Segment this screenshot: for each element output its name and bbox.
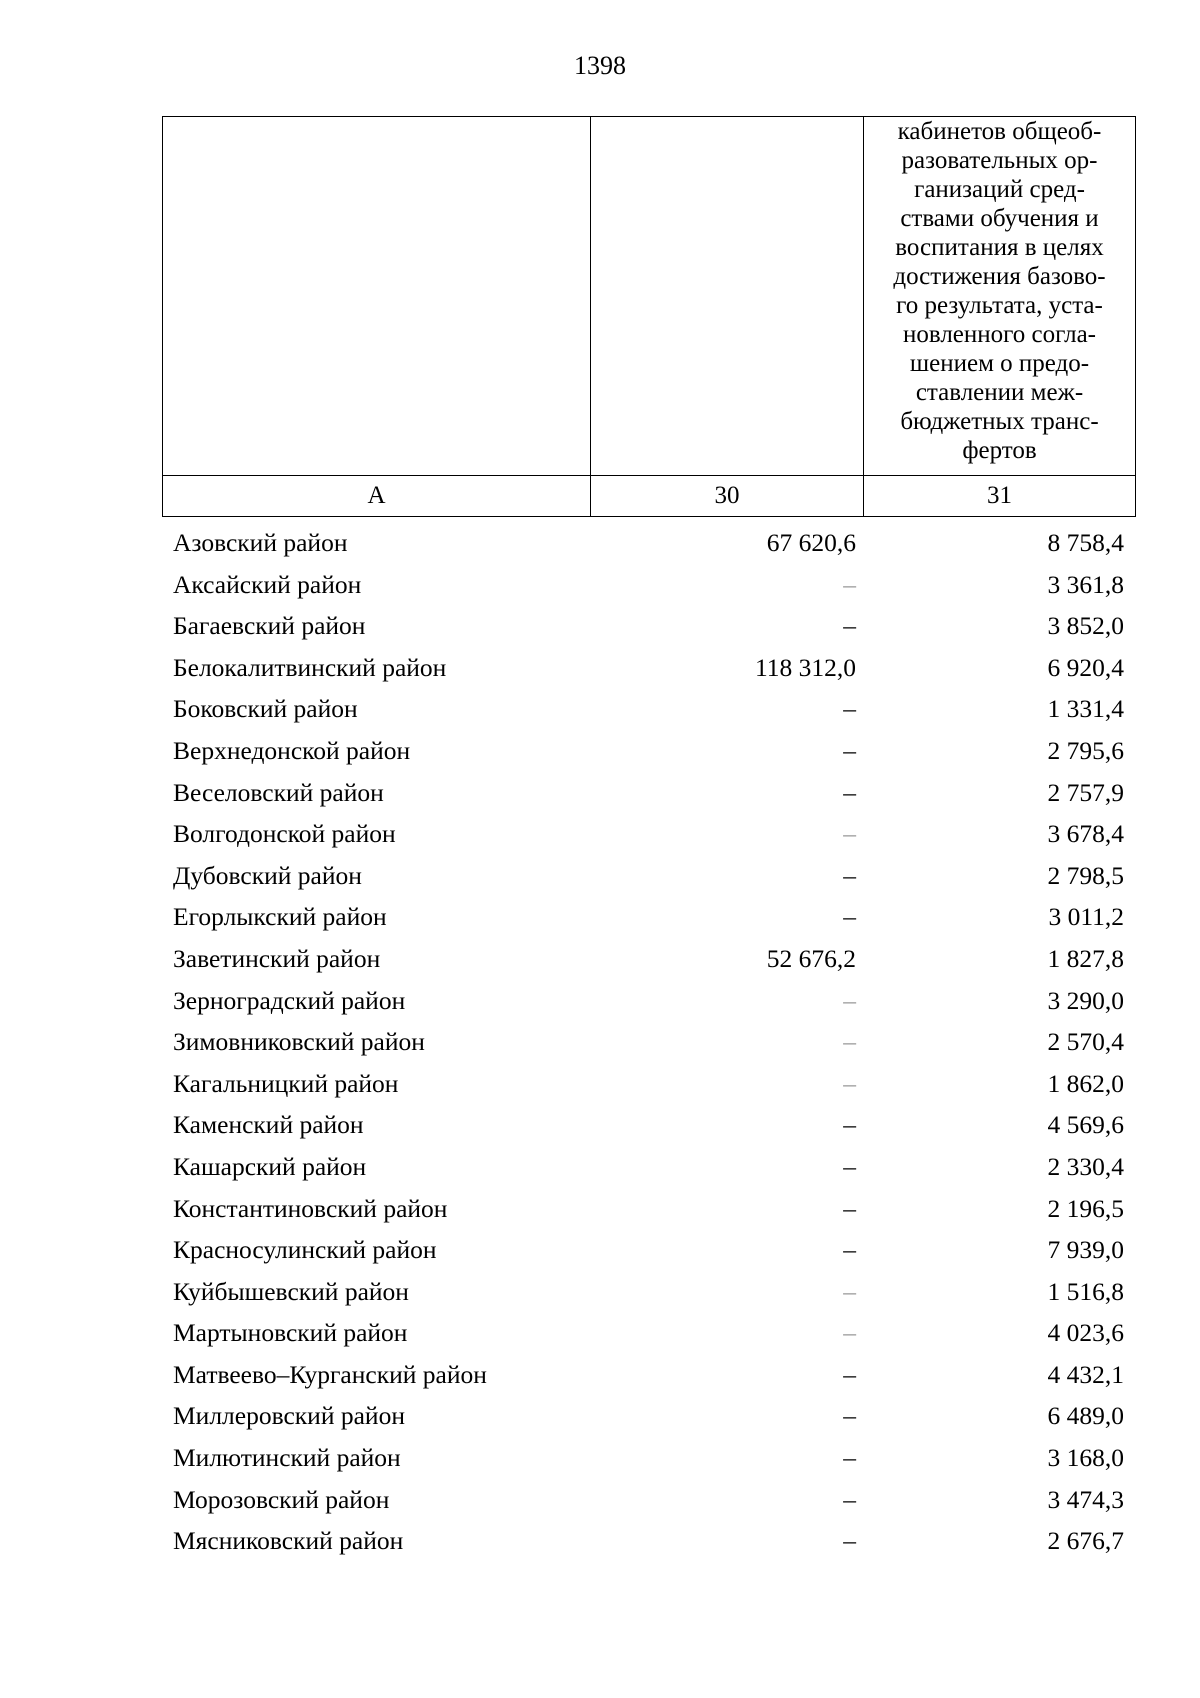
column-31-heading-line: шением о предо-	[909, 350, 1090, 377]
value-col-31: 4 023,6	[1047, 1318, 1124, 1348]
column-31-heading-line: го результата, уста-	[896, 292, 1103, 319]
table-row	[162, 647, 1132, 689]
value-col-30: –	[843, 860, 856, 890]
value-col-30: –	[843, 1110, 856, 1140]
district-name: Аксайский район	[173, 569, 362, 599]
column-31-heading-line: разовательных ор-	[901, 147, 1098, 174]
table-row	[162, 1104, 1132, 1146]
table-row	[162, 1354, 1132, 1396]
value-col-31: 3 011,2	[1048, 902, 1124, 932]
district-name: Верхнедонской район	[173, 735, 411, 765]
column-31-heading-line: ганизаций сред-	[914, 176, 1085, 203]
table-header	[162, 116, 1136, 517]
header-cell-col31	[864, 117, 1136, 476]
value-col-30: –	[843, 1027, 856, 1057]
value-col-30: –	[843, 1401, 856, 1431]
column-31-heading-line: фертов	[962, 437, 1037, 464]
value-col-30: –	[843, 1068, 856, 1098]
value-col-31: 3 290,0	[1047, 985, 1124, 1015]
value-col-30: –	[843, 1276, 856, 1306]
district-name: Кагальницкий район	[173, 1068, 399, 1098]
district-name: Красносулинский район	[173, 1235, 437, 1265]
table-row	[162, 1188, 1132, 1230]
table-header-row	[163, 117, 1136, 476]
table-row	[162, 813, 1132, 855]
table-row	[162, 896, 1132, 938]
table-row	[162, 1229, 1132, 1271]
column-number-31: 31	[864, 476, 1136, 517]
table-row	[162, 1063, 1132, 1105]
district-name: Миллеровский район	[173, 1401, 405, 1431]
page-number: 1398	[574, 51, 626, 80]
district-name: Матвеево–Курганский район	[173, 1359, 487, 1389]
table-row	[162, 1146, 1132, 1188]
column-31-heading-line: ствами обучения и	[900, 205, 1099, 232]
value-col-31: 4 432,1	[1047, 1359, 1124, 1389]
district-name: Белокалитвинский район	[173, 652, 447, 682]
column-31-heading-line: достижения базово-	[893, 263, 1106, 290]
table-row	[162, 564, 1132, 606]
district-name: Зерноградский район	[173, 985, 406, 1015]
value-col-31: 2 798,5	[1047, 860, 1124, 890]
value-col-30: –	[843, 902, 856, 932]
table-row	[162, 772, 1132, 814]
column-31-heading-line: воспитания в целях	[895, 234, 1104, 261]
table-row	[162, 688, 1132, 730]
value-col-31: 1 862,0	[1047, 1068, 1124, 1098]
value-col-30: –	[843, 1151, 856, 1181]
column-number-a: А	[163, 476, 591, 517]
value-col-30: –	[843, 735, 856, 765]
table-row	[162, 1395, 1132, 1437]
value-col-31: 2 570,4	[1047, 1027, 1124, 1057]
value-col-31: 7 939,0	[1047, 1235, 1124, 1265]
district-name: Мартыновский район	[173, 1318, 408, 1348]
value-col-31: 1 331,4	[1047, 694, 1124, 724]
column-31-heading-line: новленного согла-	[902, 321, 1097, 348]
district-name: Багаевский район	[173, 611, 366, 641]
district-name: Егорлыкский район	[173, 902, 387, 932]
table-row	[162, 1021, 1132, 1063]
value-col-30: –	[843, 777, 856, 807]
value-col-31: 1 827,8	[1047, 943, 1124, 973]
header-cell-name	[163, 117, 591, 476]
value-col-30: –	[843, 1484, 856, 1514]
district-name: Волгодонской район	[173, 819, 396, 849]
column-number-30: 30	[591, 476, 864, 517]
district-name: Куйбышевский район	[173, 1276, 409, 1306]
district-name: Каменский район	[173, 1110, 364, 1140]
district-name: Мясниковский район	[173, 1526, 404, 1556]
value-col-30: –	[843, 611, 856, 641]
column-number-row	[163, 476, 1136, 517]
value-col-31: 2 757,9	[1047, 777, 1124, 807]
value-col-30: –	[843, 1359, 856, 1389]
value-col-30: 52 676,2	[766, 943, 856, 973]
table-row	[162, 1520, 1132, 1562]
value-col-31: 2 795,6	[1047, 735, 1124, 765]
value-col-31: 3 361,8	[1047, 569, 1124, 599]
value-col-31: 1 516,8	[1047, 1276, 1124, 1306]
table-row	[162, 1312, 1132, 1354]
data-rows	[162, 522, 1132, 1562]
value-col-30: 67 620,6	[766, 528, 856, 557]
district-name: Боковский район	[173, 694, 358, 724]
value-col-30: –	[843, 569, 856, 599]
value-col-30: 118 312,0	[754, 652, 856, 682]
value-col-31: 2 676,7	[1047, 1526, 1124, 1556]
value-col-31: 3 678,4	[1047, 819, 1124, 849]
value-col-30: –	[843, 1193, 856, 1223]
value-col-31: 3 852,0	[1047, 611, 1124, 641]
header-cell-col30	[591, 117, 864, 476]
district-name: Заветинский район	[173, 943, 381, 973]
value-col-31: 6 489,0	[1047, 1401, 1124, 1431]
table-row	[162, 605, 1132, 647]
table-row	[162, 730, 1132, 772]
value-col-30: –	[843, 1443, 856, 1473]
district-name: Веселовский район	[173, 777, 384, 807]
table-row	[162, 938, 1132, 980]
column-31-heading-line: ставлении меж-	[915, 379, 1084, 406]
value-col-30: –	[843, 985, 856, 1015]
value-col-30: –	[843, 694, 856, 724]
value-col-30: –	[843, 819, 856, 849]
value-col-31: 3 474,3	[1047, 1484, 1124, 1514]
value-col-31: 2 196,5	[1047, 1193, 1124, 1223]
table-row	[162, 1437, 1132, 1479]
district-name: Азовский район	[173, 528, 348, 557]
value-col-30: –	[843, 1526, 856, 1556]
value-col-30: –	[843, 1235, 856, 1265]
value-col-31: 2 330,4	[1047, 1151, 1124, 1181]
column-31-heading-line: кабинетов общеоб-	[897, 118, 1102, 145]
district-name: Дубовский район	[173, 860, 362, 890]
value-col-31: 6 920,4	[1047, 652, 1124, 682]
district-name: Морозовский район	[173, 1484, 390, 1514]
table-row	[162, 855, 1132, 897]
value-col-30: –	[843, 1318, 856, 1348]
district-name: Зимовниковский район	[173, 1027, 425, 1057]
district-name: Константиновский район	[173, 1193, 448, 1223]
table-row	[162, 1271, 1132, 1313]
district-name: Милютинский район	[173, 1443, 401, 1473]
district-name: Кашарский район	[173, 1151, 367, 1181]
column-31-heading	[864, 117, 1135, 465]
value-col-31: 3 168,0	[1047, 1443, 1124, 1473]
table-row	[162, 522, 1132, 564]
table-row	[162, 980, 1132, 1022]
table-row	[162, 1479, 1132, 1521]
column-31-heading-line: бюджетных транс-	[900, 408, 1099, 435]
value-col-31: 4 569,6	[1047, 1110, 1124, 1140]
value-col-31: 8 758,4	[1047, 528, 1124, 557]
